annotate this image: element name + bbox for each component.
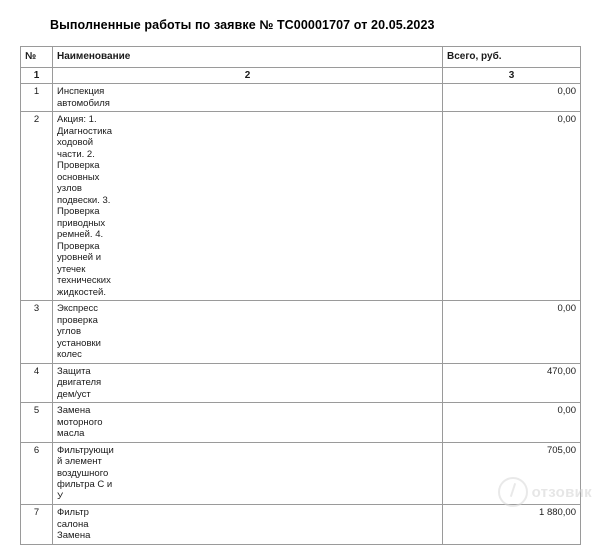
row-name (53, 363, 443, 403)
row-number: 4 (21, 363, 53, 403)
row-name (53, 403, 443, 443)
row-number: 2 (21, 112, 53, 301)
row-total: 0,00 (443, 403, 581, 443)
watermark-text: отзовик (531, 483, 592, 501)
document-page (0, 18, 600, 541)
works-table-wrap (20, 46, 580, 545)
table-head (21, 47, 581, 68)
row-name (53, 505, 443, 545)
row-name-text: Инспекция автомобиля (57, 86, 110, 109)
row-name-text: Защита двигателя дем/уст (57, 365, 102, 400)
column-number-row (21, 67, 581, 84)
row-name (53, 112, 443, 301)
row-total: 470,00 (443, 363, 581, 403)
table-row (21, 505, 581, 545)
watermark-logo-icon (498, 477, 528, 507)
table-row (21, 442, 581, 505)
row-name-text: Фильтр салона Замена (57, 507, 91, 541)
table-header-row (21, 47, 581, 68)
watermark (498, 477, 592, 507)
column-number-3: 3 (443, 67, 581, 84)
row-total: 1 880,00 (443, 505, 581, 545)
table-row (21, 112, 581, 301)
row-name (53, 301, 443, 364)
row-name-text: Акция: 1. Диагностика ходовой части. 2. Проверка основных узлов подвески. 3. Проверка приводных ремней. 4. Проверка уровней и утечек технических жидкостей. (57, 114, 113, 298)
row-number: 7 (21, 505, 53, 545)
column-header-num: № (21, 47, 53, 68)
row-name (53, 84, 443, 112)
table-row (21, 403, 581, 443)
row-name (53, 442, 443, 505)
page-title: Выполненные работы по заявке № ТС00001707 от 20.05.2023 (50, 18, 435, 32)
table-body (21, 67, 581, 544)
row-number: 3 (21, 301, 53, 364)
row-name-text: Фильтрующий элемент воздушного фильтра С и У (57, 444, 114, 502)
column-number-1: 1 (21, 67, 53, 84)
table-row (21, 301, 581, 364)
table-row (21, 84, 581, 112)
column-header-total: Всего, руб. (443, 47, 581, 68)
row-total: 0,00 (443, 84, 581, 112)
row-number: 5 (21, 403, 53, 443)
column-header-name: Наименование (53, 47, 443, 68)
row-number: 6 (21, 442, 53, 505)
row-number: 1 (21, 84, 53, 112)
row-name-text: Экспресс проверка углов установки колес (57, 303, 101, 360)
row-total: 0,00 (443, 301, 581, 364)
row-total: 705,00 (443, 442, 581, 505)
table-row (21, 363, 581, 403)
row-name-text: Замена моторного масла (57, 405, 103, 439)
column-number-2: 2 (53, 67, 443, 84)
works-table (20, 46, 581, 545)
row-total: 0,00 (443, 112, 581, 301)
